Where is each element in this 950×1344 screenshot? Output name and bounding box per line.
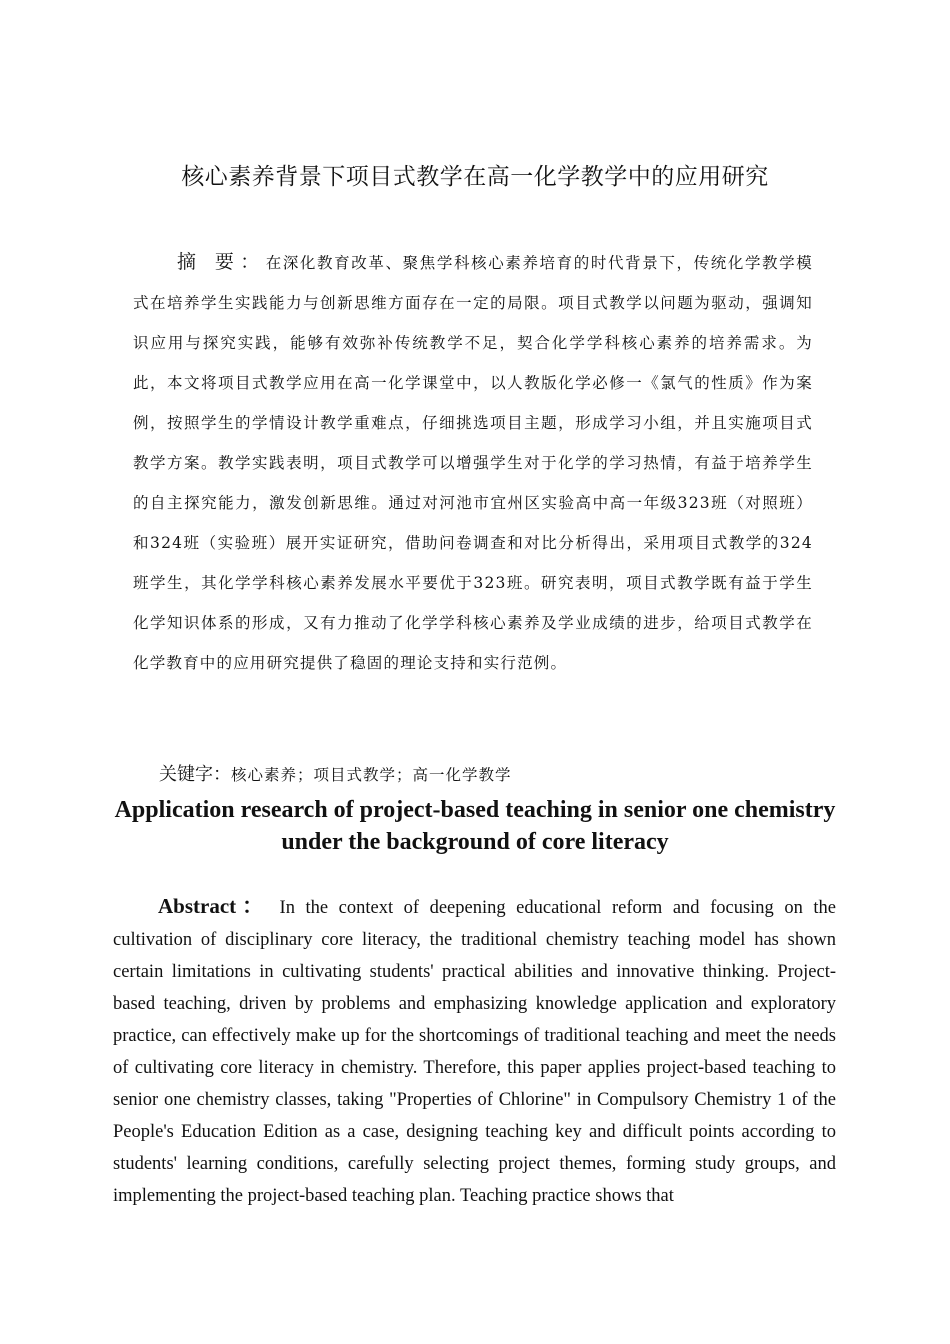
english-abstract [113,890,836,1212]
english-abstract-text: In the context of deepening educational reform and focusing on the cultivation of disciplinary core literacy, the traditional chemistry teaching model has shown certain limitations in cultivating students' practical abilities and innovative thinking. Project-based teaching, driven by problems and emphasizing knowledge application and exploratory practice, can effectively make up for the shortcomings of traditional teaching and meet the needs of cultivating core literacy in chemistry. Therefore, this paper applies project-based teaching to senior one chemistry classes, taking "Properties of Chlorine" in Compulsory Chemistry 1 of the People's Education Edition as a case, designing teaching key and difficult points according to students' learning conditions, carefully selecting project themes, forming study groups, and implementing the project-based teaching plan. Teaching practice shows that [113,898,836,1206]
english-abstract-label: Abstract： [158,894,269,918]
chinese-keywords-label: 关键字： [159,764,231,785]
english-title: Application research of project-based teaching in senior one chemistry under the background of core literacy [114,797,836,855]
chinese-abstract [133,242,813,683]
chinese-title: 核心素养背景下项目式教学在高一化学教学中的应用研究 [181,164,769,190]
chinese-abstract-text: 在深化教育改革、聚焦学科核心素养培育的时代背景下，传统化学教学模式在培养学生实践能力与创新思维方面存在一定的局限。项目式教学以问题为驱动，强调知识应用与探究实践，能够有效弥补传统教学不足，契合化学学科核心素养的培养需求。为此，本文将项目式教学应用在高一化学课堂中，以人教版化学必修一《氯气的性质》作为案例，按照学生的学情设计教学重难点，仔细挑选项目主题，形成学习小组，并且实施项目式教学方案。教学实践表明，项目式教学可以增强学生对于化学的学习热情，有益于培养学生的自主探究能力，激发创新思维。通过对河池市宜州区实验高中高一年级323班（对照班）和324班（实验班）展开实证研究，借助问卷调查和对比分析得出，采用项目式教学的324班学生，其化学学科核心素养发展水平要优于323班。研究表明，项目式教学既有益于学生化学知识体系的形成，又有力推动了化学学科核心素养及学业成绩的进步，给项目式教学在化学教育中的应用研究提供了稳固的理论支持和实行范例。 [133,254,813,672]
chinese-keywords [133,760,813,790]
chinese-abstract-label: 摘 要： [177,251,266,273]
chinese-keywords-text: 核心素养；项目式教学；高一化学教学 [231,766,512,784]
